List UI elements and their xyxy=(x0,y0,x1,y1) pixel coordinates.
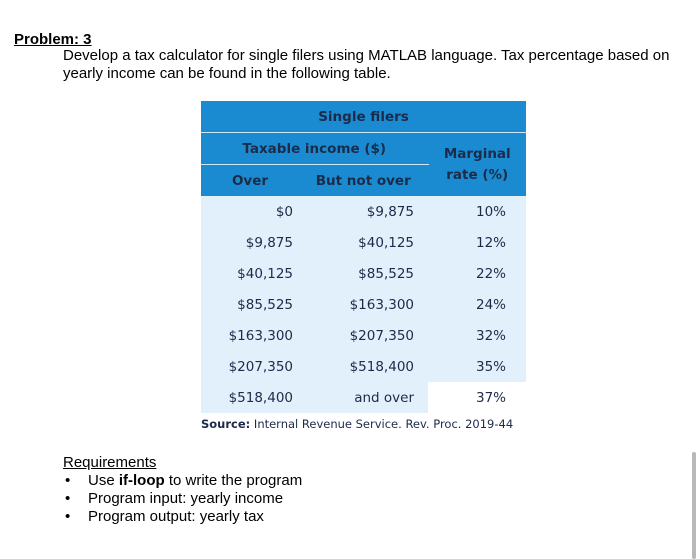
cell-rate: 24% xyxy=(428,289,526,320)
table-header-but-not-over: But not over xyxy=(299,165,428,197)
list-item xyxy=(63,508,302,526)
list-item xyxy=(63,472,302,490)
table-row xyxy=(201,258,526,289)
cell-not-over: and over xyxy=(299,382,428,413)
list-item xyxy=(63,490,302,508)
marginal-line2: rate (%) xyxy=(446,166,509,183)
table-row xyxy=(201,382,526,413)
table-row xyxy=(201,227,526,258)
tax-rate-table xyxy=(201,101,526,413)
cell-rate: 37% xyxy=(428,382,526,413)
table-row xyxy=(201,196,526,227)
cell-rate: 35% xyxy=(428,351,526,382)
table-row xyxy=(201,320,526,351)
cell-rate: 22% xyxy=(428,258,526,289)
req-item1-suffix: to write the program xyxy=(164,472,303,489)
cell-over: $85,525 xyxy=(201,289,299,320)
cell-not-over: $85,525 xyxy=(299,258,428,289)
cell-rate: 12% xyxy=(428,227,526,258)
cell-over: $207,350 xyxy=(201,351,299,382)
table-header-taxable-income: Taxable income ($) xyxy=(201,133,428,165)
cell-rate: 32% xyxy=(428,320,526,351)
table-header-single-filers: Single filers xyxy=(201,101,526,133)
cell-not-over: $518,400 xyxy=(299,351,428,382)
requirements-title: Requirements xyxy=(63,454,157,471)
source-text: Internal Revenue Service. Rev. Proc. 2019-44 xyxy=(250,417,514,431)
cell-over: $9,875 xyxy=(201,227,299,258)
cell-over: $163,300 xyxy=(201,320,299,351)
req-item1-prefix: Use xyxy=(88,472,119,489)
table-header-over: Over xyxy=(201,165,299,197)
cell-rate: 10% xyxy=(428,196,526,227)
bullet-icon: • xyxy=(65,472,71,489)
vertical-scrollbar[interactable] xyxy=(692,452,696,559)
req-item2: Program input: yearly income xyxy=(88,490,284,507)
cell-over: $0 xyxy=(201,196,299,227)
req-item3: Program output: yearly tax xyxy=(88,508,264,525)
cell-not-over: $163,300 xyxy=(299,289,428,320)
problem-description: Develop a tax calculator for single filers using MATLAB language. Tax percentage based on yearly income can be found in the following table. xyxy=(63,47,670,82)
bullet-icon: • xyxy=(65,508,71,525)
req-item1-bold: if-loop xyxy=(118,472,165,489)
requirements-list xyxy=(63,472,302,526)
cell-over: $40,125 xyxy=(201,258,299,289)
table-source xyxy=(201,417,513,431)
bullet-icon: • xyxy=(65,490,71,507)
cell-not-over: $40,125 xyxy=(299,227,428,258)
cell-over: $518,400 xyxy=(201,382,299,413)
table-row xyxy=(201,351,526,382)
cell-not-over: $9,875 xyxy=(299,196,428,227)
problem-title: Problem: 3 xyxy=(14,31,92,48)
table-row xyxy=(201,289,526,320)
cell-not-over: $207,350 xyxy=(299,320,428,351)
table-header-marginal-rate xyxy=(428,133,526,197)
marginal-line1: Marginal xyxy=(443,145,511,162)
source-label: Source: xyxy=(201,417,251,431)
